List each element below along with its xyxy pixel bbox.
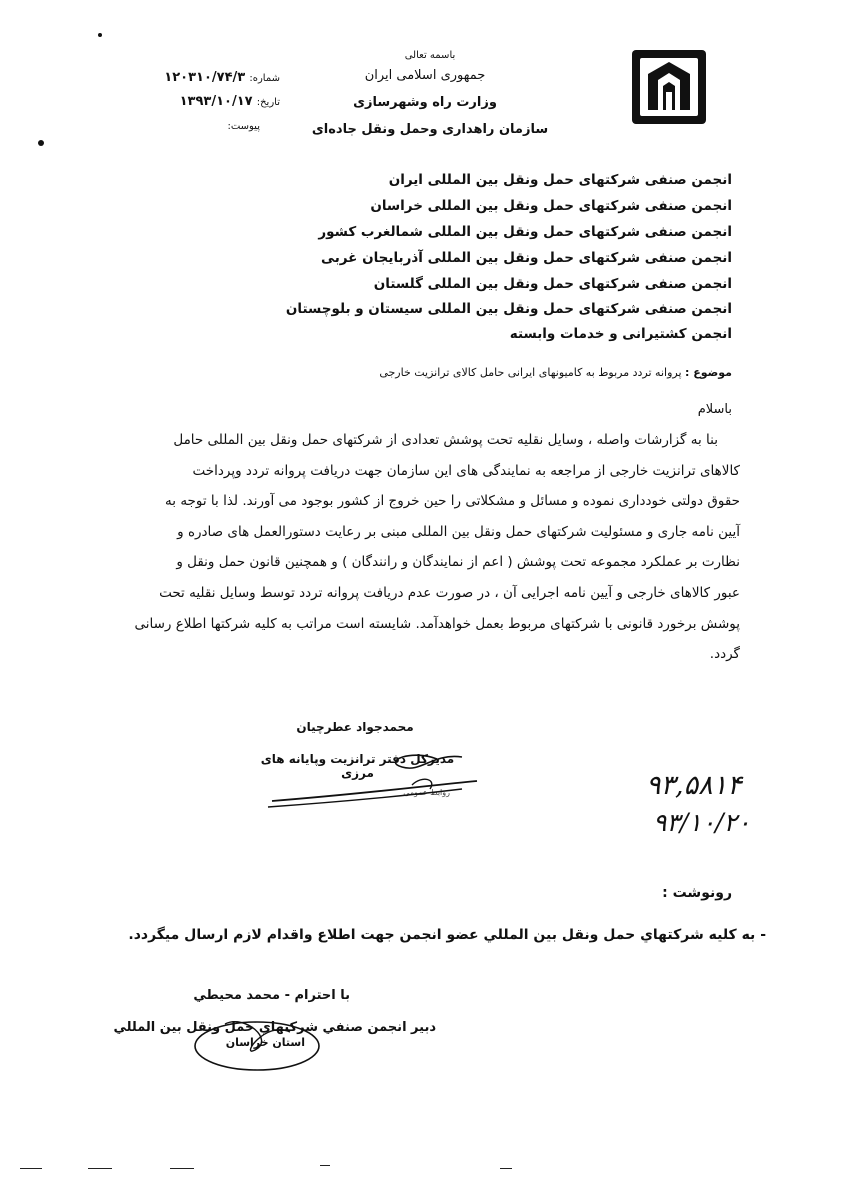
letter-date: ۱۳۹۳/۱۰/۱۷	[179, 94, 253, 109]
organization-name: سازمان راهداری وحمل ونقل جاده‌ای	[311, 122, 549, 137]
closing-line: با احترام - محمد محيطي	[193, 988, 350, 1003]
date-label: تاریخ:	[256, 97, 280, 108]
handwritten-date: ۹۳/۱۰/۲۰	[653, 808, 751, 837]
recipient-line: انجمن صنفی شرکتهای حمل ونقل بین المللی سیستان و بلوچستان	[285, 301, 732, 317]
ronevesht-label: رونوشت :	[662, 885, 732, 901]
ronevesht-text: - به كليه شركتهاي حمل ونقل بين المللي عضو انجمن جهت اطلاع واقدام لازم ارسال ميگردد.	[128, 927, 766, 943]
letter-number-row	[110, 70, 280, 85]
stamp-text: استان خراسان	[225, 1036, 305, 1049]
recipient-line: انجمن صنفی شرکتهای حمل ونقل بین المللی شمالغرب کشور	[318, 224, 732, 240]
letter-date-row	[110, 94, 280, 109]
body-line: پوشش برخورد قانونی با شرکتهای مربوط بعمل خواهدآمد. شایسته است مراتب به کلیه شرکتها اطلاع رسانی	[134, 615, 740, 632]
signer-name: محمدجواد عطرچیان	[296, 720, 414, 734]
body-line: کالاهای ترانزیت خارجی از مراجعه به نمایندگی های این سازمان جهت دریافت پروانه تردد وپرداخت	[192, 462, 740, 479]
greeting: باسلام	[697, 402, 732, 417]
letter-body	[110, 425, 740, 670]
recipient-line: انجمن صنفی شرکتهای حمل ونقل بین المللی گلستان	[373, 276, 732, 292]
recipient-line: انجمن صنفی شرکتهای حمل ونقل بین المللی ایران	[388, 172, 732, 188]
number-label: شماره:	[249, 73, 280, 84]
subject-text: پروانه تردد مربوط به کامیونهای ایرانی حامل کالای ترانزیت خارجی	[379, 366, 682, 379]
letter-number: ۱۲۰۳۱۰/۷۴/۳	[164, 70, 246, 85]
signer-title: مدیرکل دفتر ترانزیت وپایانه های مرزی	[260, 752, 455, 780]
sender-title: دبير انجمن صنفي شركتهاي حمل ونقل بين المللي	[113, 1020, 436, 1035]
country-name: جمهوری اسلامی ایران	[364, 68, 486, 83]
scan-speck	[38, 140, 44, 146]
attachment-label: پیوست:	[227, 121, 260, 132]
signature-scribble	[262, 745, 482, 815]
body-line: عبور کالاهای خارجی و آیین نامه اجرایی آن ، در صورت عدم دریافت پروانه تردد توسط وسایل نقلیه تحت	[159, 584, 740, 601]
scan-speck	[98, 33, 102, 37]
body-line: گردد.	[709, 646, 740, 663]
scan-mark	[500, 1168, 512, 1169]
body-line: بنا به گزارشات واصله ، وسایل نقلیه تحت پوشش تعدادی از شرکتهای حمل ونقل بین المللی حامل	[173, 432, 718, 448]
body-line: حقوق دولتی خودداری نموده و مسائل و مشکلاتی را حین خروج از کشور بوجود می آورند. لذا با توجه به	[165, 493, 740, 510]
handwritten-number: ۹۳,۵۸۱۴	[646, 770, 742, 801]
basmala: باسمه تعالی	[404, 50, 456, 61]
recipient-line: انجمن کشتیرانی و خدمات وابسته	[509, 326, 732, 342]
ministry-name: وزارت راه وشهرسازی	[353, 95, 497, 110]
scan-mark	[320, 1165, 330, 1166]
subject-label: موضوع :	[685, 366, 732, 379]
scan-mark	[88, 1168, 112, 1169]
scan-mark	[20, 1168, 42, 1169]
body-line: نظارت بر عملکرد مجموعه تحت پوشش ( اعم از نمایندگان و رانندگان ) و همچنین قانون حمل ونقل و	[176, 554, 740, 571]
subject-line	[112, 366, 732, 379]
recipient-line: انجمن صنفی شرکتهای حمل ونقل بین المللی خراسان	[370, 198, 732, 214]
scan-mark	[170, 1168, 194, 1169]
stamp-note: روابط عمومی	[403, 788, 450, 797]
body-line: آیین نامه جاری و مسئولیت شرکتهای حمل ونقل بین المللی مبنی بر رعایت دستورالعمل های صادره و	[177, 523, 740, 540]
recipient-line: انجمن صنفی شرکتهای حمل ونقل بین المللی آذربایجان غربی	[321, 250, 732, 266]
organization-logo	[630, 48, 708, 126]
